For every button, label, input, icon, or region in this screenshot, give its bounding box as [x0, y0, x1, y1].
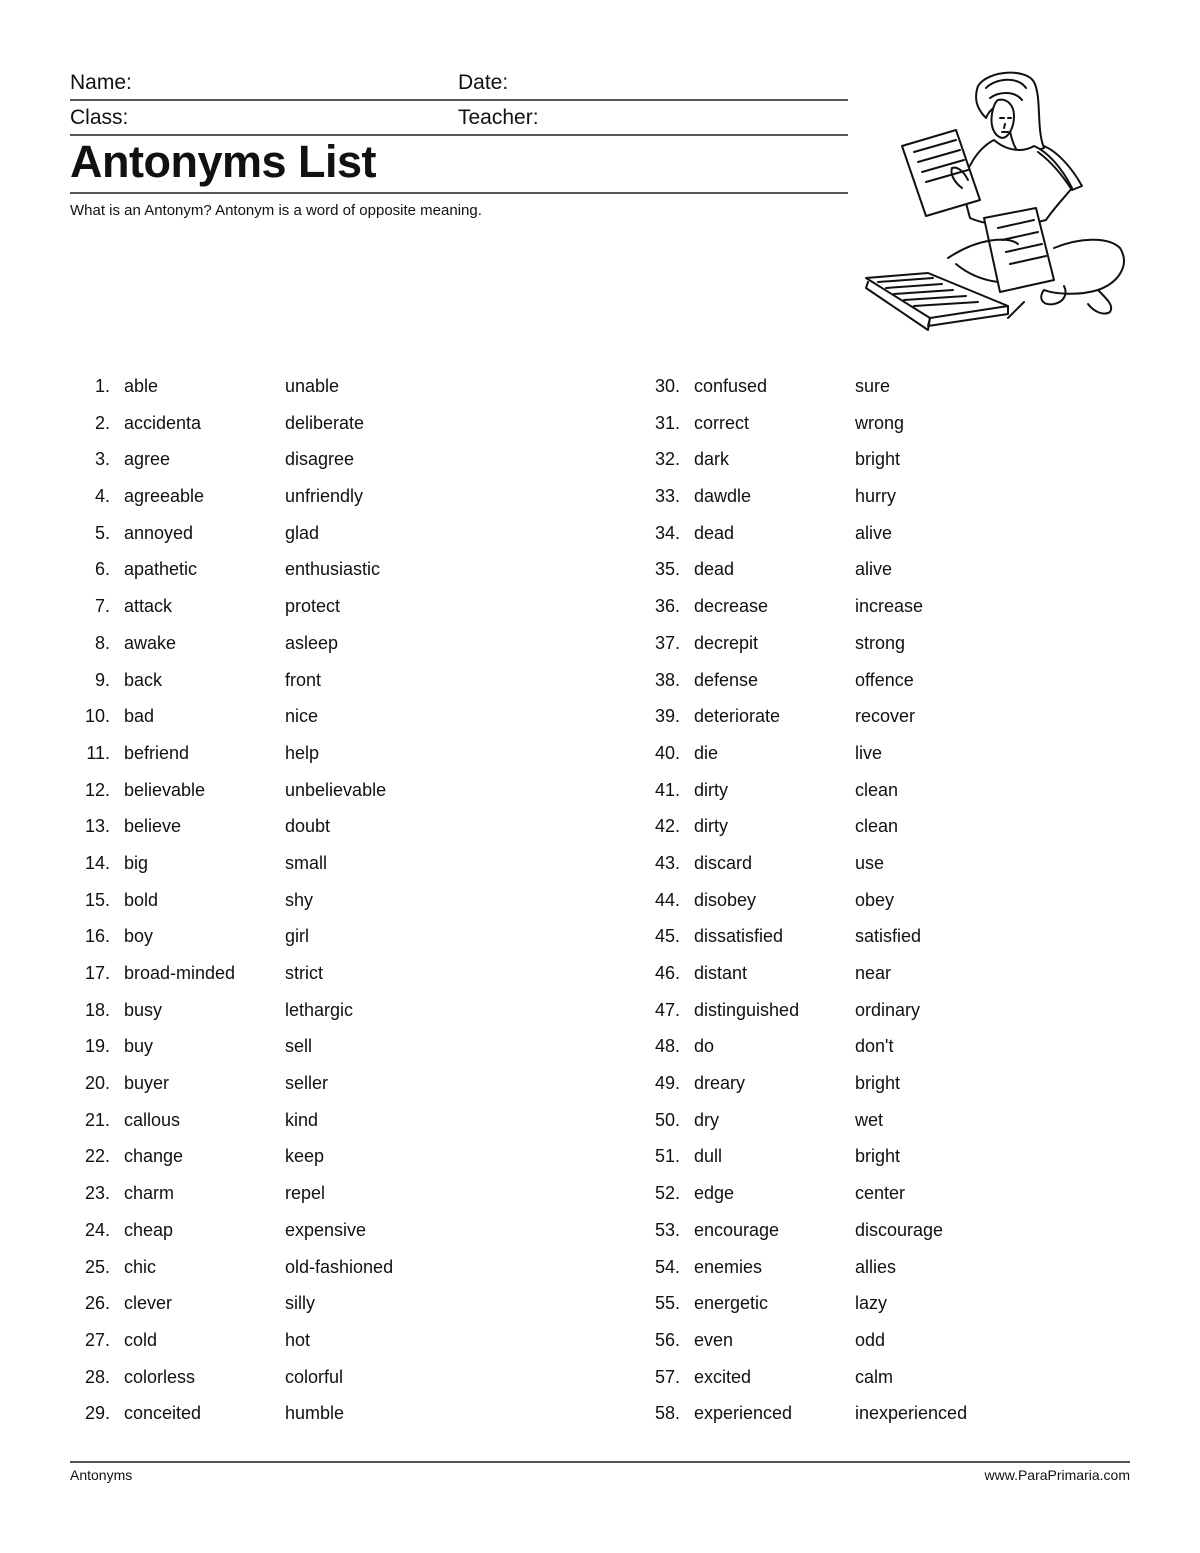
item-antonym: colorful: [285, 1366, 344, 1387]
item-antonym: deliberate: [285, 412, 365, 433]
item-word: callous: [124, 1109, 181, 1130]
item-word: dissatisfied: [694, 926, 784, 947]
item-word: excited: [694, 1366, 752, 1387]
item-antonym: alive: [855, 522, 893, 543]
item-word: boy: [124, 926, 154, 947]
item-antonym: ordinary: [855, 999, 921, 1020]
item-word: deteriorate: [694, 706, 781, 727]
item-word: bold: [124, 889, 159, 910]
page-subtitle: What is an Antonym? Antonym is a word of opposite meaning.: [70, 202, 482, 219]
item-number: 10.: [84, 706, 110, 727]
item-antonym: wet: [855, 1109, 884, 1130]
item-word: disobey: [694, 889, 757, 910]
item-number: 1.: [94, 376, 110, 396]
item-word: dead: [694, 522, 735, 543]
item-word: dreary: [694, 1073, 746, 1094]
item-number: 42.: [654, 816, 680, 837]
item-number: 20.: [84, 1073, 110, 1094]
item-number: 19.: [84, 1036, 110, 1057]
item-antonym: hot: [285, 1329, 311, 1350]
name-date-row: [70, 66, 848, 101]
item-antonym: enthusiastic: [285, 559, 381, 580]
item-number: 35.: [654, 559, 680, 580]
item-number: 48.: [654, 1036, 680, 1057]
item-word: bad: [124, 706, 155, 727]
item-word: dull: [694, 1146, 723, 1167]
item-number: 38.: [654, 669, 680, 690]
item-number: 16.: [84, 926, 110, 947]
item-number: 22.: [84, 1146, 110, 1167]
item-word: dry: [694, 1109, 720, 1130]
item-number: 17.: [84, 963, 110, 983]
item-antonym: live: [855, 742, 883, 763]
item-word: die: [694, 742, 719, 763]
item-antonym: allies: [855, 1256, 897, 1277]
date-label: Date:: [458, 71, 509, 94]
item-word: clever: [124, 1293, 173, 1314]
item-antonym: old-fashioned: [285, 1256, 394, 1277]
item-number: 33.: [654, 486, 680, 507]
item-word: cheap: [124, 1219, 174, 1240]
item-antonym: recover: [855, 706, 916, 727]
item-antonym: expensive: [285, 1219, 367, 1240]
item-number: 8.: [94, 632, 110, 653]
item-number: 13.: [84, 816, 110, 837]
item-antonym: hurry: [855, 486, 897, 507]
item-number: 49.: [654, 1073, 680, 1094]
item-word: decrease: [694, 596, 769, 617]
item-word: change: [124, 1146, 184, 1167]
item-word: colorless: [124, 1366, 196, 1387]
page-title: Antonyms List: [70, 136, 377, 187]
item-antonym: sell: [285, 1036, 313, 1057]
item-word: attack: [124, 596, 173, 617]
item-antonym: increase: [855, 596, 924, 617]
item-number: 6.: [94, 559, 110, 580]
item-number: 30.: [654, 376, 680, 396]
item-antonym: near: [855, 963, 892, 983]
item-antonym: satisfied: [855, 926, 922, 947]
item-number: 25.: [84, 1256, 110, 1277]
item-word: believable: [124, 779, 206, 800]
item-antonym: offence: [855, 669, 914, 690]
class-label: Class:: [70, 106, 129, 129]
item-word: conceited: [124, 1403, 202, 1424]
item-antonym: help: [285, 742, 320, 763]
item-antonym: keep: [285, 1146, 325, 1167]
item-number: 54.: [654, 1256, 680, 1277]
item-number: 3.: [94, 449, 110, 470]
item-word: buy: [124, 1036, 154, 1057]
item-antonym: bright: [855, 449, 901, 470]
class-teacher-row: [70, 101, 848, 136]
item-antonym: bright: [855, 1146, 901, 1167]
item-number: 43.: [654, 852, 680, 873]
item-number: 39.: [654, 706, 680, 727]
girl-reading-illustration: [858, 68, 1134, 338]
item-antonym: clean: [855, 779, 899, 800]
item-antonym: bright: [855, 1073, 901, 1094]
item-antonym: use: [855, 852, 885, 873]
item-number: 2.: [94, 412, 110, 433]
item-number: 41.: [654, 779, 680, 800]
item-antonym: sure: [855, 376, 891, 396]
item-antonym: odd: [855, 1329, 886, 1350]
item-number: 57.: [654, 1366, 680, 1387]
item-number: 27.: [84, 1329, 110, 1350]
item-number: 37.: [654, 632, 680, 653]
item-antonym: calm: [855, 1366, 894, 1387]
item-antonym: small: [285, 852, 328, 873]
item-number: 47.: [654, 999, 680, 1020]
item-word: apathetic: [124, 559, 198, 580]
item-number: 58.: [654, 1403, 680, 1424]
item-number: 4.: [94, 486, 110, 507]
item-antonym: kind: [285, 1109, 319, 1130]
item-number: 50.: [654, 1109, 680, 1130]
item-word: busy: [124, 999, 163, 1020]
item-antonym: alive: [855, 559, 893, 580]
item-antonym: nice: [285, 706, 319, 727]
item-word: do: [694, 1036, 715, 1057]
item-word: decrepit: [694, 632, 759, 653]
item-word: agree: [124, 449, 171, 470]
footer-website-text: www.ParaPrimaria.com: [984, 1467, 1130, 1483]
item-word: able: [124, 376, 159, 396]
item-number: 23.: [84, 1183, 110, 1204]
item-word: distinguished: [694, 999, 800, 1020]
item-word: dirty: [694, 779, 729, 800]
item-antonym: strict: [285, 963, 323, 983]
item-number: 29.: [84, 1403, 110, 1424]
item-antonym: lethargic: [285, 999, 354, 1020]
item-antonym: humble: [285, 1403, 345, 1424]
item-word: agreeable: [124, 486, 205, 507]
item-antonym: obey: [855, 889, 895, 910]
item-antonym: strong: [855, 632, 906, 653]
item-word: chic: [124, 1256, 157, 1277]
item-word: distant: [694, 963, 748, 983]
item-word: broad-minded: [124, 963, 236, 983]
item-number: 21.: [84, 1109, 110, 1130]
item-number: 56.: [654, 1329, 680, 1350]
item-word: charm: [124, 1183, 175, 1204]
teacher-label: Teacher:: [458, 106, 539, 129]
item-number: 51.: [654, 1146, 680, 1167]
item-word: dark: [694, 449, 730, 470]
footer-left-text: Antonyms: [70, 1467, 133, 1483]
item-number: 15.: [84, 889, 110, 910]
item-word: dirty: [694, 816, 729, 837]
item-antonym: disagree: [285, 449, 355, 470]
item-number: 46.: [654, 963, 680, 983]
item-antonym: front: [285, 669, 322, 690]
item-number: 44.: [654, 889, 680, 910]
item-number: 32.: [654, 449, 680, 470]
item-word: annoyed: [124, 522, 194, 543]
item-number: 31.: [654, 412, 680, 433]
item-antonym: wrong: [855, 412, 905, 433]
item-word: befriend: [124, 742, 190, 763]
name-label: Name:: [70, 71, 132, 94]
item-word: discard: [694, 852, 753, 873]
worksheet-header: [70, 66, 848, 219]
item-antonym: protect: [285, 596, 341, 617]
item-antonym: clean: [855, 816, 899, 837]
item-antonym: unfriendly: [285, 486, 364, 507]
item-antonym: glad: [285, 522, 320, 543]
item-word: experienced: [694, 1403, 793, 1424]
item-number: 9.: [94, 669, 110, 690]
item-number: 36.: [654, 596, 680, 617]
item-number: 11.: [86, 742, 110, 763]
item-number: 14.: [84, 852, 110, 873]
item-antonym: asleep: [285, 632, 339, 653]
item-antonym: lazy: [855, 1293, 888, 1314]
item-word: energetic: [694, 1293, 769, 1314]
item-word: cold: [124, 1329, 158, 1350]
item-antonym: doubt: [285, 816, 331, 837]
item-word: encourage: [694, 1219, 780, 1240]
item-word: big: [124, 852, 149, 873]
item-number: 28.: [84, 1366, 110, 1387]
item-antonym: silly: [285, 1293, 315, 1314]
item-number: 53.: [654, 1219, 680, 1240]
item-number: 52.: [654, 1183, 680, 1204]
item-number: 55.: [654, 1293, 680, 1314]
item-word: dead: [694, 559, 735, 580]
title-row: [70, 136, 848, 194]
item-number: 18.: [84, 999, 110, 1020]
item-word: edge: [694, 1183, 735, 1204]
item-word: believe: [124, 816, 182, 837]
item-antonym: discourage: [855, 1219, 944, 1240]
item-number: 5.: [94, 522, 110, 543]
item-antonym: unable: [285, 376, 340, 396]
page-footer: [70, 1461, 1130, 1483]
item-number: 40.: [654, 742, 680, 763]
item-number: 24.: [84, 1219, 110, 1240]
item-word: correct: [694, 412, 750, 433]
item-word: back: [124, 669, 163, 690]
item-antonym: girl: [285, 926, 310, 947]
item-number: 12.: [84, 779, 110, 800]
item-antonym: don't: [855, 1036, 894, 1057]
item-antonym: inexperienced: [855, 1403, 968, 1424]
item-word: awake: [124, 632, 177, 653]
item-number: 7.: [94, 596, 110, 617]
item-number: 45.: [654, 926, 680, 947]
item-antonym: shy: [285, 889, 314, 910]
item-antonym: repel: [285, 1183, 326, 1204]
item-number: 26.: [84, 1293, 110, 1314]
item-antonym: seller: [285, 1073, 329, 1094]
item-antonym: unbelievable: [285, 779, 387, 800]
item-word: confused: [694, 376, 768, 396]
item-word: even: [694, 1329, 734, 1350]
item-word: enemies: [694, 1256, 763, 1277]
item-word: dawdle: [694, 486, 752, 507]
item-word: defense: [694, 669, 759, 690]
item-word: accidenta: [124, 412, 202, 433]
item-antonym: center: [855, 1183, 906, 1204]
item-word: buyer: [124, 1073, 170, 1094]
item-number: 34.: [654, 522, 680, 543]
